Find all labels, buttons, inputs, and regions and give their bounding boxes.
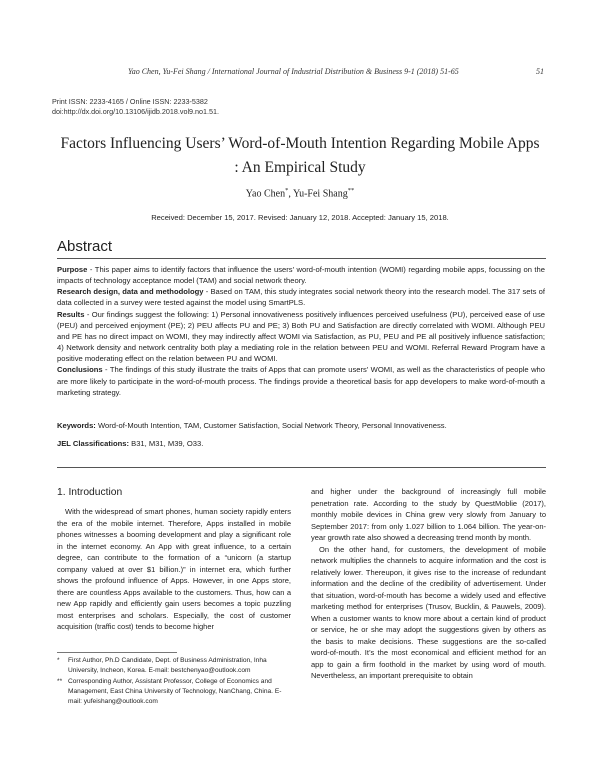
page-number: 51 bbox=[536, 67, 544, 76]
author-2-mark: ** bbox=[347, 187, 355, 194]
keywords-label: Keywords: bbox=[57, 421, 96, 430]
keywords bbox=[57, 420, 545, 431]
abstract-purpose bbox=[57, 264, 545, 286]
author-1: Yao Chen bbox=[245, 188, 286, 200]
author-separator: , bbox=[288, 188, 293, 200]
footnote-mark: ** bbox=[57, 677, 63, 685]
abstract-heading: Abstract bbox=[57, 238, 113, 255]
body-paragraph: On the other hand, for customers, the development of mobile network multiplies the channels to acquire information and the cost is relatively lower. Thereupon, it gives rise to the increase of redundant information and the decline of the credibility of advertisement. Under that situation, word-of-mouth has become a widely used and effective marketing method for enterprises (Trusov, Bucklin, & Pauwels, 2009). When a customer wants to know more about a certain kind of product or service, he or she may adopt the suggestions given by others as the basis to make decisions. These suggestions are the so-called word-of-mouth. It’s the most economical and efficient method for an app to gain a firm foothold in the market by using word of mouth. Nevertheless, an important prerequisite to obtain bbox=[311, 544, 546, 680]
abstract-divider bbox=[57, 258, 546, 259]
design-label: Research design, data and methodology bbox=[57, 287, 204, 297]
paper-title bbox=[40, 132, 560, 180]
title-line-1: Factors Influencing Users’ Word-of-Mouth Intention Regarding Mobile Apps bbox=[60, 135, 540, 152]
body-paragraph: and higher under the background of increasingly full mobile penetration rate. According to the study by QuestMoblie (2017), monthly mobile devices in China grew very slowly from January to September 2017: from only 1.027 billion to 1.064 billion. The year-on-year growth rate also showed a decreasing trend month by month. bbox=[311, 487, 546, 542]
results-text: - Our findings suggest the following: 1) Personal innovativeness positively influences perceived usefulness (PU), perceived ease of use (PEU) and perceived enjoyment (PE); 2) PEU affects PU and PE; 3) Both PU and Satisfaction are directly correlated with WOMI. Although PEU and PE has no direct impact on WOMI, they may indirectly affect WOMI via Satisfaction, as PU, PEU and PE all positively influence satisfaction; 4) Network density and network centrality both play a mediating role in the relation between PEU and WOMI. Referral Reward Program have a positive moderating effect on the relation between PU and WOMI. bbox=[57, 309, 545, 364]
footnote-text: Corresponding Author, Assistant Professor, College of Economics and Management, East China University of Technology, NanChang, China. E-mail: yufeishang@outlook.com bbox=[68, 677, 282, 706]
abstract-body bbox=[57, 264, 545, 398]
author-2: Yu-Fei Shang bbox=[292, 188, 348, 200]
abstract-design bbox=[57, 286, 545, 308]
issn-block bbox=[52, 97, 219, 116]
left-column bbox=[57, 506, 291, 633]
footnote-divider bbox=[57, 652, 177, 653]
footnote-text: First Author, Ph.D Candidate, Dept. of Business Administration, Inha University, Incheon, Korea. E-mail: bestchenyao@outlook.com bbox=[68, 657, 267, 675]
footnote-corresponding-author bbox=[57, 677, 291, 708]
abstract-bottom-divider bbox=[57, 467, 546, 468]
conclusions-text: - The findings of this study illustrate the traits of Apps that can promote users' WOMI, as well as the characteristics of people who are more likely to participate in the word-of-mouth process. The findings provide a theoretical basis for app developers to make word-of-mouth a marketing strategy. bbox=[57, 365, 545, 397]
conclusions-label: Conclusions bbox=[57, 365, 103, 375]
section-heading-introduction: 1. Introduction bbox=[57, 487, 123, 498]
author-list bbox=[0, 187, 600, 199]
jel-label: JEL Classifications: bbox=[57, 439, 130, 448]
running-header-text: Yao Chen, Yu-Fei Shang / International Journal of Industrial Distribution & Business 9-1 (2018) 51-65 bbox=[128, 67, 459, 76]
received-dates: Received: December 15, 2017. Revised: January 12, 2018. Accepted: January 15, 2018. bbox=[151, 213, 449, 222]
issn-line: Print ISSN: 2233-4165 / Online ISSN: 2233-5382 bbox=[52, 97, 208, 106]
purpose-label: Purpose bbox=[57, 265, 88, 274]
jel-classifications bbox=[57, 438, 545, 449]
abstract-results bbox=[57, 309, 545, 365]
author-1-mark: * bbox=[285, 187, 289, 194]
footnote-first-author bbox=[57, 656, 291, 677]
keywords-text: Word-of-Mouth Intention, TAM, Customer Satisfaction, Social Network Theory, Personal Innovativeness. bbox=[95, 421, 447, 430]
results-label: Results bbox=[57, 309, 85, 319]
body-paragraph: With the widespread of smart phones, human society rapidly enters the era of the mobile internet. Therefore, Apps installed in mobile phones witnesses a booming development and play a significant role in the internet economy. An App with great influence, to a certain degree, can contribute to the formation of a “unicorn (a startup company valued at over $1 billion.)” in internet era, which further shows the profound influence of Apps. However, in one Apps store, there are countless Apps available to the customers. Thus, how can a new App rapidly and efficiently gain users becomes a topic puzzling most enterprises and scholars. Especially, the cost of customer acquisition (traffic cost) tends to become higher bbox=[57, 507, 291, 631]
footnote-mark: * bbox=[57, 657, 60, 664]
doi-line: doi:http://dx.doi.org/10.13106/ijidb.2018.vol9.no1.51. bbox=[52, 106, 220, 116]
footnotes bbox=[57, 656, 291, 707]
purpose-text: - This paper aims to identify factors that influence the users' word-of-mouth intention (WOMI) regarding mobile apps, focussing on the impacts of technology acceptance model (TAM) and social network theory. bbox=[57, 265, 545, 286]
design-text: - Based on TAM, this study integrates social network theory into the research model. The 317 sets of data collected in a survey were tested against the model using SmartPLS. bbox=[57, 287, 545, 308]
title-line-2: : An Empirical Study bbox=[234, 159, 366, 176]
abstract-conclusions bbox=[57, 364, 545, 397]
right-column bbox=[311, 486, 546, 682]
jel-text: B31, M31, M39, O33. bbox=[129, 439, 204, 448]
